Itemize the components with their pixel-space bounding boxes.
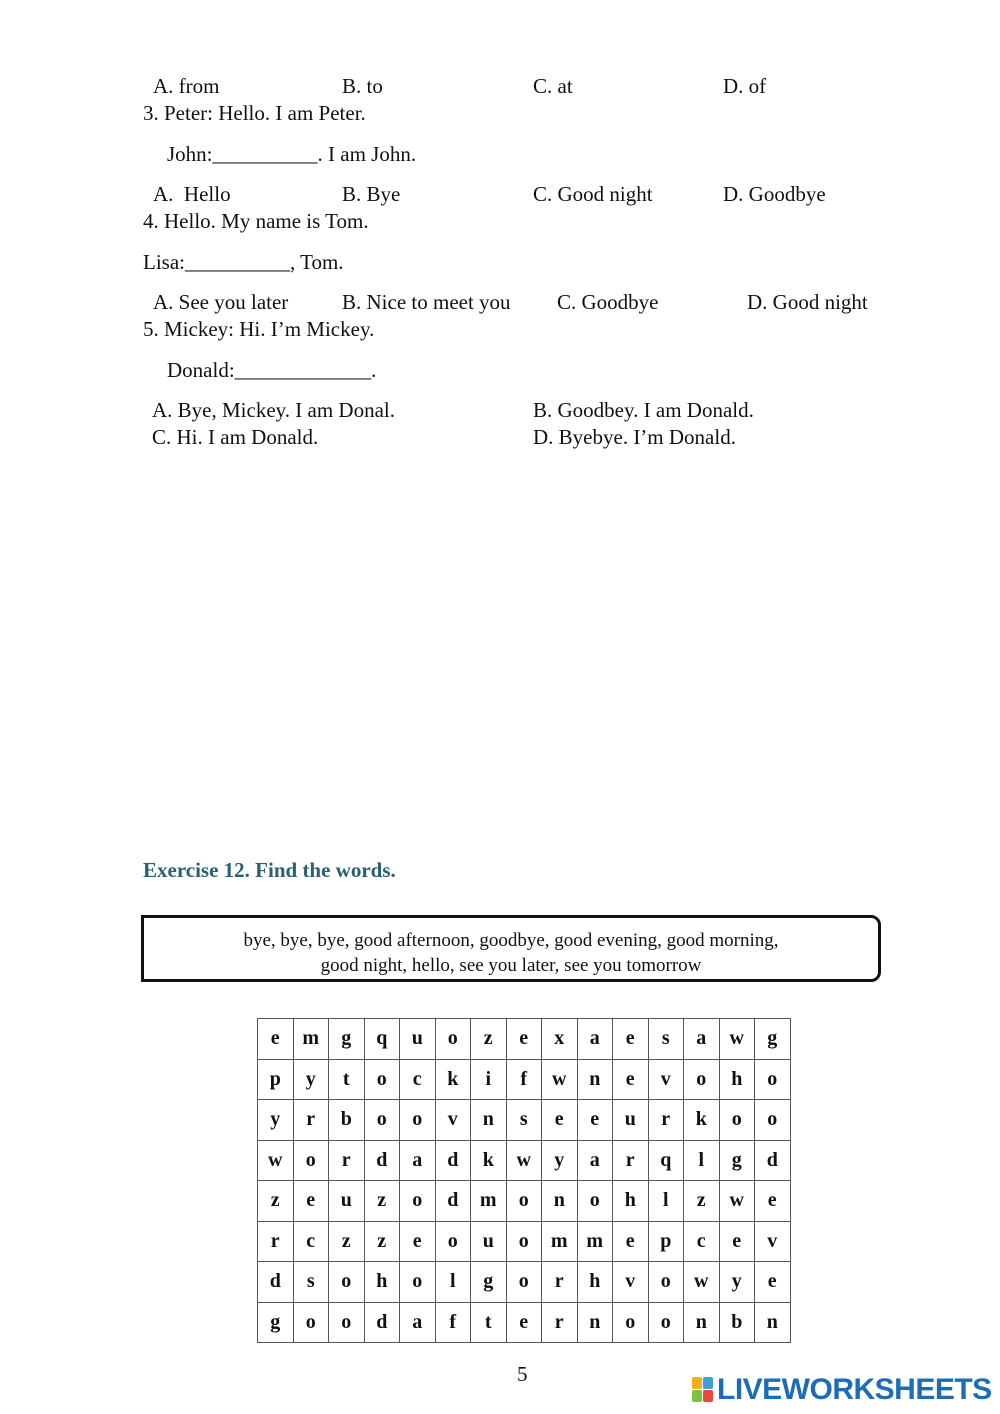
grid-cell[interactable]: l [435, 1262, 471, 1303]
grid-cell[interactable]: o [400, 1262, 436, 1303]
grid-cell[interactable]: g [719, 1140, 755, 1181]
grid-cell[interactable]: s [506, 1100, 542, 1141]
exercise-title: Exercise 12. Find the words. [143, 858, 396, 882]
grid-cell[interactable]: k [471, 1140, 507, 1181]
grid-cell[interactable]: m [577, 1221, 613, 1262]
grid-cell[interactable]: u [329, 1181, 365, 1222]
grid-cell[interactable]: n [542, 1181, 578, 1222]
grid-cell[interactable]: o [364, 1059, 400, 1100]
q4-response: Lisa:__________, Tom. [143, 250, 344, 274]
grid-cell[interactable]: b [719, 1302, 755, 1343]
grid-row [258, 1059, 791, 1100]
grid-cell[interactable]: v [435, 1100, 471, 1141]
grid-cell[interactable]: w [719, 1181, 755, 1222]
grid-cell[interactable]: o [648, 1262, 684, 1303]
grid-cell[interactable]: h [577, 1262, 613, 1303]
grid-cell[interactable]: k [684, 1100, 720, 1141]
q5-response: Donald:_____________. [167, 358, 377, 382]
grid-cell[interactable]: c [293, 1221, 329, 1262]
grid-cell[interactable]: a [400, 1140, 436, 1181]
q5-option-b: B. Goodbey. I am Donald. [533, 398, 754, 422]
grid-cell[interactable]: h [613, 1181, 649, 1222]
grid-row [258, 1181, 791, 1222]
grid-cell[interactable]: b [329, 1100, 365, 1141]
grid-cell[interactable]: e [613, 1059, 649, 1100]
q3-prompt: 3. Peter: Hello. I am Peter. [143, 101, 366, 125]
grid-row [258, 1100, 791, 1141]
grid-cell[interactable]: o [329, 1262, 365, 1303]
grid-cell[interactable]: g [471, 1262, 507, 1303]
grid-cell[interactable]: n [577, 1302, 613, 1343]
grid-cell[interactable]: o [435, 1221, 471, 1262]
grid-cell[interactable]: s [293, 1262, 329, 1303]
grid-cell[interactable]: z [364, 1221, 400, 1262]
q2-option-d: D. of [723, 74, 767, 98]
grid-cell[interactable]: h [719, 1059, 755, 1100]
grid-cell[interactable]: d [258, 1262, 294, 1303]
q3-option-d: D. Goodbye [723, 182, 826, 206]
grid-cell[interactable]: g [755, 1019, 791, 1060]
grid-cell[interactable]: p [648, 1221, 684, 1262]
q3-option-b: B. Bye [342, 182, 401, 206]
grid-cell[interactable]: y [542, 1140, 578, 1181]
grid-cell[interactable]: a [400, 1302, 436, 1343]
grid-row [258, 1019, 791, 1060]
q3-option-c: C. Good night [533, 182, 653, 206]
grid-cell[interactable]: o [400, 1100, 436, 1141]
grid-cell[interactable]: e [506, 1019, 542, 1060]
q2-option-a: A. from [153, 74, 220, 98]
grid-cell[interactable]: r [329, 1140, 365, 1181]
grid-cell[interactable]: w [258, 1140, 294, 1181]
grid-cell[interactable]: z [471, 1019, 507, 1060]
grid-cell[interactable]: a [684, 1019, 720, 1060]
grid-cell[interactable]: g [329, 1019, 365, 1060]
q4-option-b: B. Nice to meet you [342, 290, 511, 314]
grid-cell[interactable]: z [684, 1181, 720, 1222]
grid-cell[interactable]: z [364, 1181, 400, 1222]
grid-cell[interactable]: e [613, 1221, 649, 1262]
grid-cell[interactable]: o [648, 1302, 684, 1343]
grid-cell[interactable]: f [506, 1059, 542, 1100]
grid-cell[interactable]: a [577, 1140, 613, 1181]
grid-cell[interactable]: m [542, 1221, 578, 1262]
q2-option-c: C. at [533, 74, 573, 98]
grid-cell[interactable]: o [506, 1221, 542, 1262]
grid-cell[interactable]: t [329, 1059, 365, 1100]
grid-cell[interactable]: d [364, 1140, 400, 1181]
grid-cell[interactable]: m [471, 1181, 507, 1222]
q2-option-b: B. to [342, 74, 383, 98]
grid-cell[interactable]: y [293, 1059, 329, 1100]
grid-cell[interactable]: i [471, 1059, 507, 1100]
grid-cell[interactable]: q [648, 1140, 684, 1181]
liveworksheets-logo-icon [692, 1377, 714, 1403]
grid-cell[interactable]: d [755, 1140, 791, 1181]
grid-cell[interactable]: s [648, 1019, 684, 1060]
grid-cell[interactable]: r [542, 1302, 578, 1343]
grid-cell[interactable]: y [258, 1100, 294, 1141]
grid-cell[interactable]: e [293, 1181, 329, 1222]
grid-cell[interactable]: o [719, 1100, 755, 1141]
grid-cell[interactable]: n [755, 1302, 791, 1343]
brand-name: LIVEWORKSHEETS [717, 1373, 992, 1406]
word-bank-box [141, 915, 881, 982]
grid-cell[interactable]: e [400, 1221, 436, 1262]
grid-cell[interactable]: n [471, 1100, 507, 1141]
grid-cell[interactable]: v [648, 1059, 684, 1100]
q4-option-a: A. See you later [153, 290, 289, 314]
grid-cell[interactable]: e [719, 1221, 755, 1262]
grid-cell[interactable]: w [684, 1262, 720, 1303]
grid-cell[interactable]: o [293, 1140, 329, 1181]
grid-cell[interactable]: e [613, 1019, 649, 1060]
grid-cell[interactable]: q [364, 1019, 400, 1060]
grid-cell[interactable]: y [719, 1262, 755, 1303]
grid-row [258, 1221, 791, 1262]
grid-cell[interactable]: o [613, 1302, 649, 1343]
page-number: 5 [517, 1362, 528, 1386]
grid-cell[interactable]: e [542, 1100, 578, 1141]
word-bank-line-2: good night, hello, see you later, see you tomorrow [320, 955, 702, 976]
grid-cell[interactable]: o [329, 1302, 365, 1343]
q5-option-a: A. Bye, Mickey. I am Donal. [152, 398, 395, 422]
word-search-grid [257, 1018, 791, 1343]
grid-cell[interactable]: c [684, 1221, 720, 1262]
liveworksheets-brand [692, 1373, 992, 1407]
grid-row [258, 1262, 791, 1303]
q4-option-d: D. Good night [747, 290, 868, 314]
q5-option-d: D. Byebye. I’m Donald. [533, 425, 736, 449]
grid-cell[interactable]: e [755, 1181, 791, 1222]
grid-cell[interactable]: v [613, 1262, 649, 1303]
q3-option-a: A. Hello [153, 182, 231, 206]
grid-row [258, 1140, 791, 1181]
grid-cell[interactable]: o [684, 1059, 720, 1100]
grid-cell[interactable]: v [755, 1221, 791, 1262]
word-bank-line-1: bye, bye, bye, good afternoon, goodbye, good evening, good morning, [243, 930, 779, 951]
grid-cell[interactable]: u [400, 1019, 436, 1060]
grid-cell[interactable]: o [364, 1100, 400, 1141]
grid-cell[interactable]: p [258, 1059, 294, 1100]
grid-cell[interactable]: r [293, 1100, 329, 1141]
grid-cell[interactable]: e [577, 1100, 613, 1141]
grid-cell[interactable]: o [755, 1100, 791, 1141]
q5-option-c: C. Hi. I am Donald. [152, 425, 319, 449]
grid-cell[interactable]: l [648, 1181, 684, 1222]
grid-cell[interactable]: u [613, 1100, 649, 1141]
grid-cell[interactable]: l [684, 1140, 720, 1181]
grid-cell[interactable]: o [435, 1019, 471, 1060]
grid-cell[interactable]: f [435, 1302, 471, 1343]
grid-cell[interactable]: c [400, 1059, 436, 1100]
grid-cell[interactable]: e [258, 1019, 294, 1060]
grid-cell[interactable]: d [435, 1181, 471, 1222]
grid-cell[interactable]: r [258, 1221, 294, 1262]
grid-cell[interactable]: e [755, 1262, 791, 1303]
grid-cell[interactable]: m [293, 1019, 329, 1060]
grid-cell[interactable]: o [506, 1181, 542, 1222]
grid-cell[interactable]: r [648, 1100, 684, 1141]
grid-cell[interactable]: o [577, 1181, 613, 1222]
grid-row [258, 1302, 791, 1343]
grid-cell[interactable]: o [400, 1181, 436, 1222]
grid-cell[interactable]: w [542, 1059, 578, 1100]
grid-cell[interactable]: r [613, 1140, 649, 1181]
grid-cell[interactable]: r [542, 1262, 578, 1303]
grid-cell[interactable]: w [506, 1140, 542, 1181]
q4-prompt: 4. Hello. My name is Tom. [143, 209, 369, 233]
grid-cell[interactable]: n [684, 1302, 720, 1343]
grid-cell[interactable]: t [471, 1302, 507, 1343]
grid-cell[interactable]: d [435, 1140, 471, 1181]
grid-cell[interactable]: d [364, 1302, 400, 1343]
grid-cell[interactable]: z [329, 1221, 365, 1262]
q4-option-c: C. Goodbye [557, 290, 659, 314]
grid-cell[interactable]: o [755, 1059, 791, 1100]
grid-cell[interactable]: z [258, 1181, 294, 1222]
grid-cell[interactable]: o [293, 1302, 329, 1343]
grid-cell[interactable]: u [471, 1221, 507, 1262]
grid-cell[interactable]: h [364, 1262, 400, 1303]
grid-cell[interactable]: x [542, 1019, 578, 1060]
grid-cell[interactable]: n [577, 1059, 613, 1100]
grid-cell[interactable]: w [719, 1019, 755, 1060]
grid-cell[interactable]: e [506, 1302, 542, 1343]
q5-prompt: 5. Mickey: Hi. I’m Mickey. [143, 317, 375, 341]
q3-response: John:__________. I am John. [167, 142, 417, 166]
grid-cell[interactable]: a [577, 1019, 613, 1060]
grid-cell[interactable]: k [435, 1059, 471, 1100]
grid-cell[interactable]: o [506, 1262, 542, 1303]
grid-cell[interactable]: g [258, 1302, 294, 1343]
